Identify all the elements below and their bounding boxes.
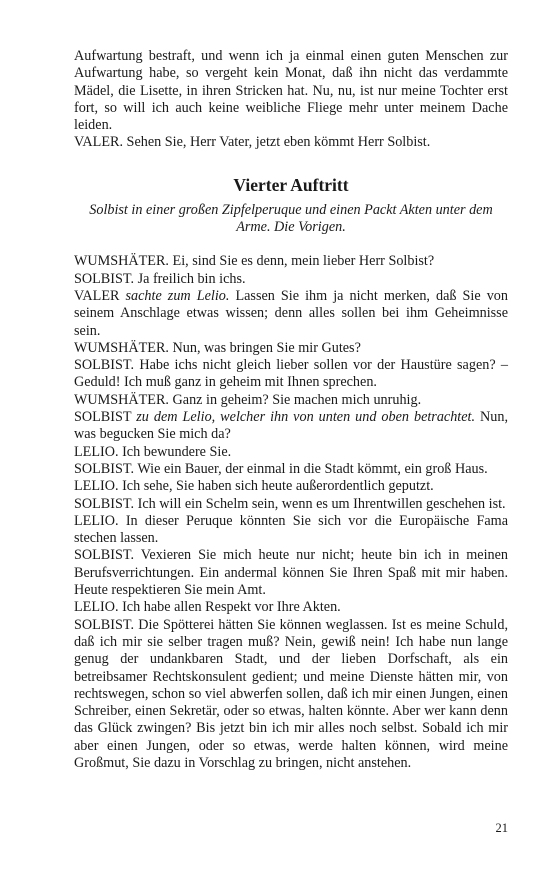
speech-text: Ich sehe, Sie haben sich heute außerordentlich geputzt. [122, 478, 434, 495]
speech-text: Ja freilich bin ichs. [137, 270, 246, 287]
speech-text: Ich bewundere Sie. [122, 443, 232, 460]
stage-direction-inline: sachte zum Lelio. [125, 287, 230, 304]
top-paragraphs [74, 48, 508, 152]
speaker-name: SOLBIST [74, 409, 132, 426]
speech-text: Die Spötterei hätten Sie können weglassen. Ist es meine Schuld, daß ich mir sie selber tragen muß? Nein, gewiß nein! Ich habe nun lange genug der undankbaren Stadt, und der lieben Dorfschaft, als ein betreibsamer Rechtskonsulent gedient; und meine Dienste hätten mir, von rechtswegen, schon so viel abwerfen sollen, daß ich mir einen Jungen, einen Schreiber, einen Sekretär, oder so etwas, halten könnte. Aber wer kann denn das Glück zwingen? Bis jetzt bin ich mir alles noch selbst. Sobald ich mir aber einen Jungen, oder so etwas, werde halten können, wird meine Großmut, Sie dazu in Vorschlag zu bringen, nicht anstehen. [74, 616, 508, 771]
dialogue-line [74, 288, 508, 340]
stage-direction-inline: zu dem Lelio, welcher ihn von unten und oben betrachtet. [136, 409, 476, 426]
paragraph: VALER. Sehen Sie, Herr Vater, jetzt eben kömmt Herr Solbist. [74, 134, 431, 151]
speaker-name: SOLBIST. [74, 616, 135, 633]
speech-text: Ich will ein Schelm sein, wenn es um Ihrentwillen geschehen ist. [137, 495, 506, 512]
speech-text: Nun, was bringen Sie mir Gutes? [172, 339, 361, 356]
dialogue-line [74, 513, 508, 548]
speech-text: Ich habe allen Respekt vor Ihre Akten. [122, 599, 341, 616]
speech-text: Vexieren Sie mich heute nur nicht; heute bin ich in meinen Berufsverrichtungen. Ein andermal können Sie Ihren Spaß mit mir haben. Heute respektieren Sie mein Amt. [74, 547, 508, 599]
stage-direction: Solbist in einer großen Zipfelperuque und einen Packt Akten unter dem Arme. Die Vorigen. [89, 201, 493, 236]
dialogue [74, 253, 508, 772]
dialogue-line [74, 496, 508, 513]
dialogue-line [74, 461, 508, 478]
dialogue-line [74, 409, 508, 444]
speaker-name: VALER [74, 287, 120, 304]
speaker-name: LELIO. [74, 443, 119, 460]
speaker-name: WUMSHÄTER. [74, 339, 169, 356]
dialogue-line [74, 547, 508, 599]
speaker-name: SOLBIST. [74, 460, 135, 477]
speaker-name: SOLBIST. [74, 357, 135, 374]
scene-heading: Vierter Auftritt [233, 174, 349, 195]
speaker-name: LELIO. [74, 512, 119, 529]
dialogue-line [74, 599, 508, 616]
paragraph: Aufwartung bestraft, und wenn ich ja einmal einen guten Menschen zur Aufwartung habe, so vergeht kein Monat, daß ihn nicht das verdammte Mädel, die Lisette, in ihren Stricken hat. Nu, nu, ist nur meine Tochter erst fort, so will ich auch keine weibliche Fliege mehr unter meinem Dache leiden. [74, 48, 508, 134]
dialogue-line [74, 357, 508, 392]
speech-text: In dieser Peruque könnten Sie sich vor die Europäische Fama stechen lassen. [74, 512, 509, 547]
dialogue-line [74, 444, 508, 461]
speaker-name: SOLBIST. [74, 547, 135, 564]
page-number: 21 [495, 821, 508, 835]
speech-text: Lassen Sie ihm ja nicht merken, daß Sie von seinem Anschlage etwas wissen; denn alles sollen bei ihm Geheimnisse sein. [74, 287, 508, 339]
page-body [74, 48, 508, 772]
speaker-name: WUMSHÄTER. [74, 391, 169, 408]
speaker-name: SOLBIST. [74, 495, 135, 512]
dialogue-line [74, 617, 508, 773]
speaker-name: WUMSHÄTER. [74, 253, 169, 270]
dialogue-line [74, 340, 508, 357]
dialogue-line [74, 271, 508, 288]
speech-text: Habe ichs nicht gleich lieber sollen vor der Haustüre sagen? – Geduld! Ich muß ganz in geheim mit Ihnen sprechen. [74, 357, 508, 391]
speech-text: Ei, sind Sie es denn, mein lieber Herr Solbist? [172, 253, 435, 270]
dialogue-line [74, 392, 508, 409]
speaker-name: LELIO. [74, 599, 119, 616]
speech-text: Wie ein Bauer, der einmal in die Stadt kömmt, ein groß Haus. [137, 460, 488, 477]
dialogue-line [74, 478, 508, 495]
speaker-name: SOLBIST. [74, 270, 135, 287]
dialogue-line [74, 253, 508, 270]
speech-text: Nun, was begucken Sie mich da? [74, 409, 509, 443]
speaker-name: LELIO. [74, 478, 119, 495]
speech-text: Ganz in geheim? Sie machen mich unruhig. [172, 391, 422, 408]
